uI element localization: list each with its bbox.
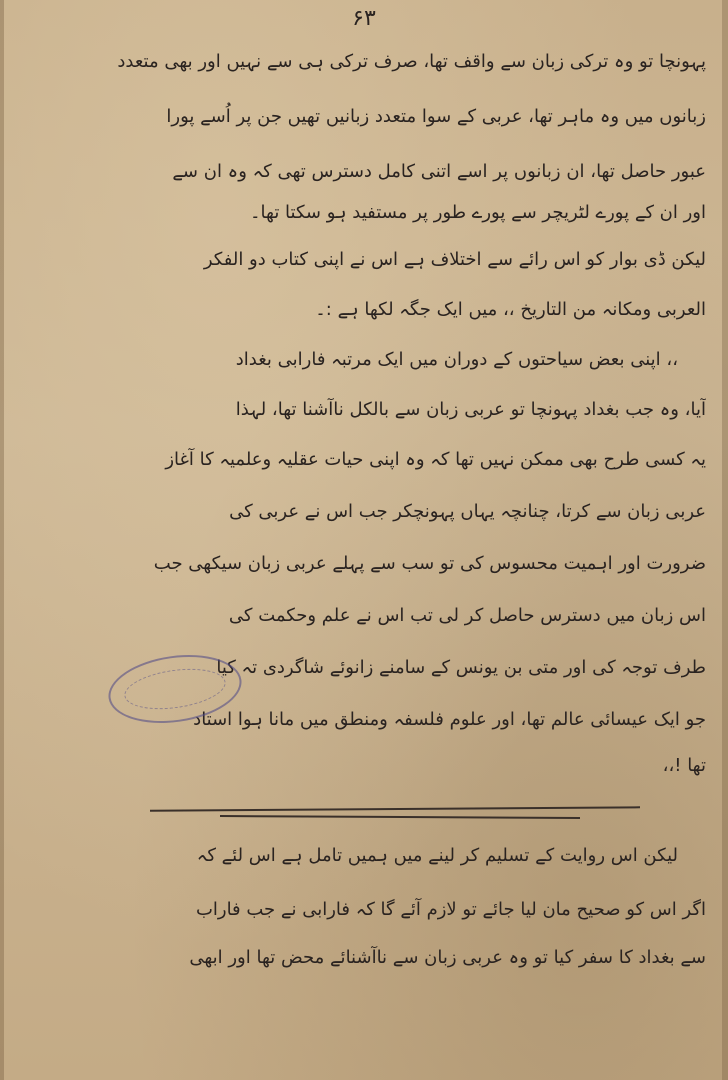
text-line: اور ان کے پورے لٹریچر سے پورے طور پر مستفید ہو سکتا تھا۔ (249, 202, 706, 223)
quote-line: ضرورت اور اہمیت محسوس کی تو سب سے پہلے عربی زبان سیکھی جب (153, 553, 706, 574)
text-line: لیکن ڈی بوار کو اس رائے سے اختلاف ہے اس نے اپنی کتاب دو الفکر (203, 249, 706, 270)
text-line: عبور حاصل تھا، ان زبانوں پر اسے اتنی کامل دسترس تھی کہ وہ ان سے (172, 161, 706, 182)
text-line: پہونچا تو وہ ترکی زبان سے واقف تھا، صرف ترکی ہی سے نہیں اور بھی متعدد (117, 51, 706, 72)
quote-line: جو ایک عیسائی عالم تھا، اور علوم فلسفہ ومنطق میں مانا ہوا استاد (193, 709, 706, 730)
separator-line (220, 815, 580, 819)
text-line: العربی ومکانہ من التاریخ ،، میں ایک جگہ لکھا ہے :۔ (315, 299, 706, 320)
quote-line: تھا !،، (662, 755, 706, 776)
quote-line: اس زبان میں دسترس حاصل کر لی تب اس نے علم وحکمت کی (228, 605, 706, 626)
page-number: ۶۳ (352, 6, 376, 31)
quote-line: ،، اپنی بعض سیاحتوں کے دوران میں ایک مرتبہ فارابی بغداد (235, 349, 678, 370)
text-line: لیکن اس روایت کے تسلیم کر لینے میں ہمیں تامل ہے اس لئے کہ (196, 845, 678, 866)
quote-line: آیا، وہ جب بغداد پہونچا تو عربی زبان سے بالکل ناآشنا تھا، لہذا (235, 399, 706, 420)
text-line: سے بغداد کا سفر کیا تو وہ عربی زبان سے ناآشنائے محض تھا اور ابھی (189, 947, 706, 968)
text-line: اگر اس کو صحیح مان لیا جائے تو لازم آئے گا کہ فارابی نے جب فاراب (195, 899, 706, 920)
quote-line: طرف توجہ کی اور متی بن یونس کے سامنے زانوئے شاگردی تہ کیا (216, 657, 706, 678)
quote-line: عربی زبان سے کرتا، چنانچہ یہاں پہونچکر جب اس نے عربی کی (229, 501, 706, 522)
quote-line: یہ کسی طرح بھی ممکن نہیں تھا کہ وہ اپنی حیات عقلیہ وعلمیہ کا آغاز (165, 449, 706, 470)
text-line: زبانوں میں وہ ماہر تھا، عربی کے سوا متعدد زبانیں تھیں جن پر اُسے پورا (166, 106, 706, 127)
separator-line (150, 806, 640, 811)
